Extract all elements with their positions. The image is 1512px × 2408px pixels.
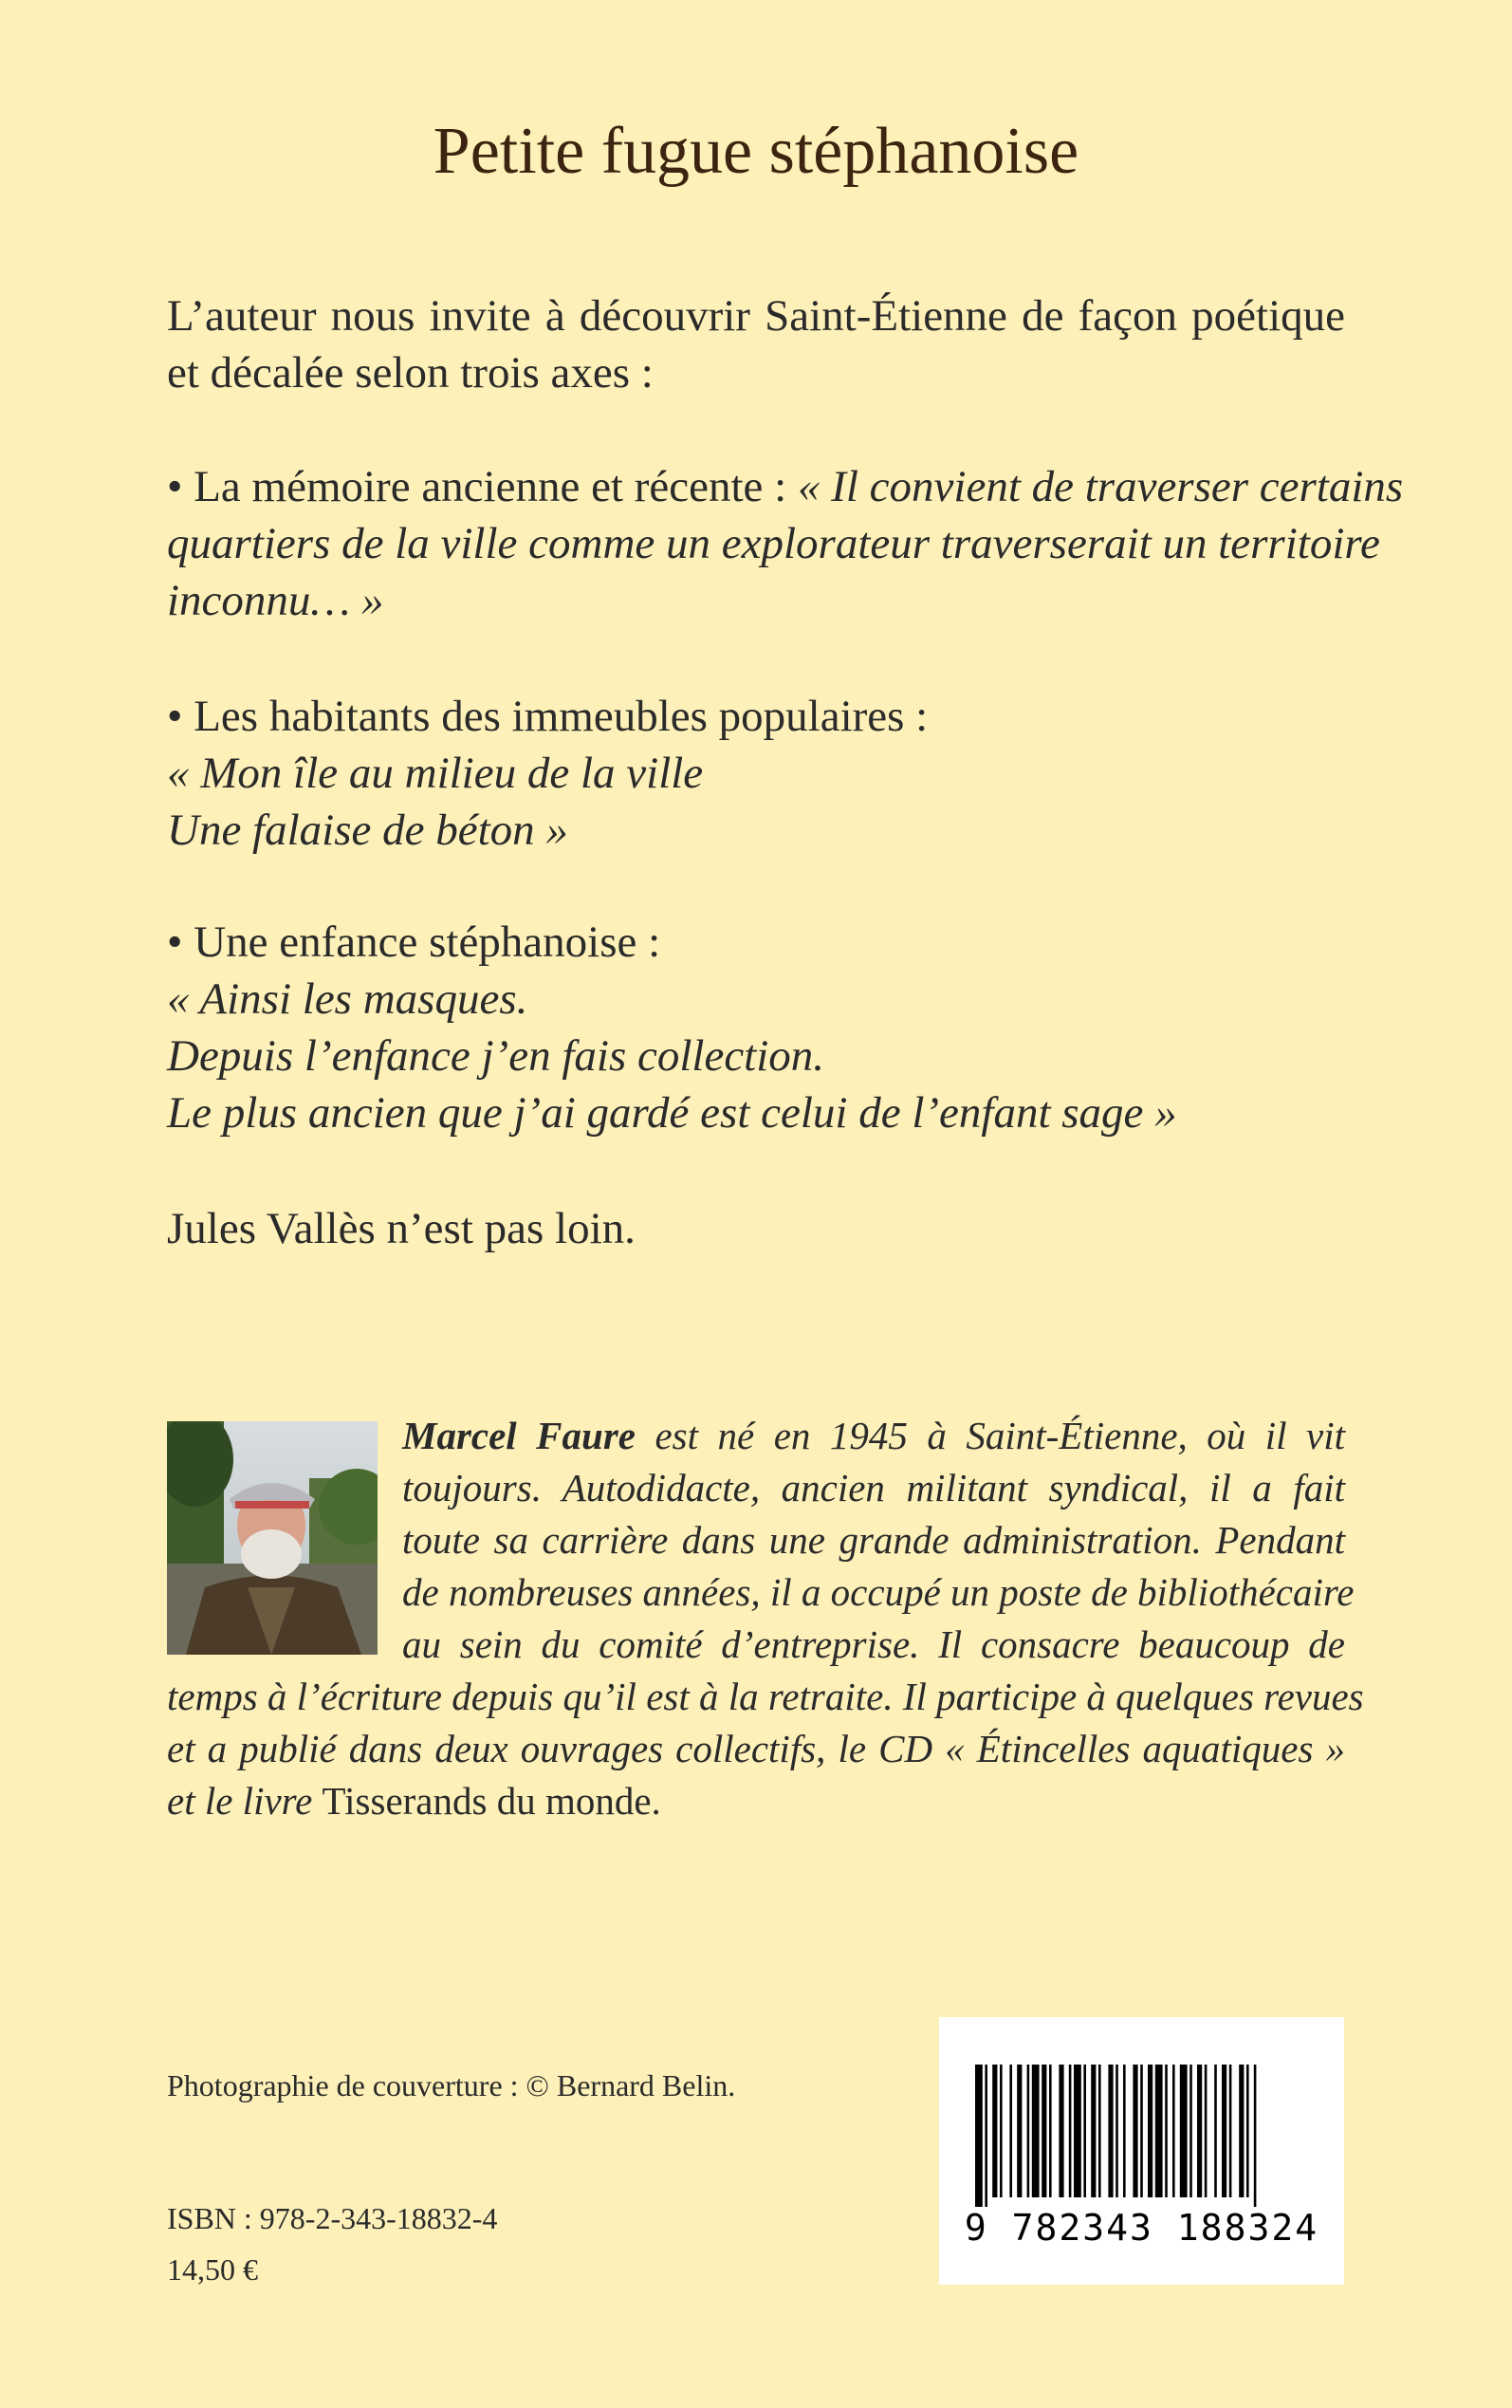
barcode-bar	[1123, 2065, 1126, 2197]
barcode-bar	[1254, 2065, 1257, 2207]
intro-paragraph	[167, 287, 1345, 401]
bio-line: toute sa carrière dans une grande administration. Pendant	[402, 1518, 1345, 1562]
bullet-quote: « Mon île au milieu de la ville	[167, 749, 704, 798]
barcode-bar	[992, 2065, 997, 2197]
bullet-lead: • Les habitants des immeubles populaires :	[167, 692, 929, 741]
author-name: Marcel Faure	[402, 1414, 636, 1457]
barcode-bar	[1009, 2065, 1012, 2197]
bio-line: toujours. Autodidacte, ancien militant syndical, il a fait	[402, 1466, 1345, 1510]
barcode-bar	[1032, 2065, 1040, 2197]
bullet-line	[167, 1028, 1345, 1084]
barcode-bar	[1165, 2065, 1168, 2197]
bullet-line	[167, 971, 1345, 1028]
bullet-quote: inconnu… »	[167, 576, 384, 625]
barcode-bar	[1214, 2065, 1217, 2197]
barcode-bar	[1083, 2065, 1086, 2197]
bullet-quote: Une falaise de béton »	[167, 806, 568, 855]
bullet-childhood	[167, 914, 1345, 1141]
barcode-bar	[1017, 2065, 1022, 2197]
barcode-bar	[1222, 2065, 1226, 2197]
isbn: ISBN : 978-2-343-18832-4	[167, 2201, 498, 2235]
bio-line	[167, 1410, 1345, 1462]
intro-line: et décalée selon trois axes :	[167, 348, 654, 398]
barcode-bar	[1069, 2065, 1072, 2197]
intro-line: L’auteur nous invite à découvrir Saint-Étienne de façon poétique	[167, 291, 1345, 341]
bullet-memory	[167, 458, 1404, 629]
barcode-bar	[1098, 2065, 1101, 2197]
bullet-lead: • La mémoire ancienne et récente :	[167, 462, 798, 511]
barcode-bar	[1180, 2065, 1188, 2197]
bio-line	[167, 1775, 1345, 1827]
bullet-line	[167, 802, 1345, 859]
barcode-bar	[1189, 2065, 1192, 2197]
bio-line: et a publié dans deux ouvrages collectifs, le CD « Étincelles aquatiques »	[167, 1727, 1345, 1770]
barcode-bar	[1148, 2065, 1152, 2197]
barcode-bar	[975, 2065, 983, 2207]
bullet-line	[167, 1084, 1345, 1141]
barcode-bar	[985, 2065, 987, 2207]
bullet-line	[167, 515, 1380, 572]
barcode-digits: 9 782343 188324	[964, 2207, 1319, 2249]
bullet-lead: • Une enfance stéphanoise :	[167, 917, 661, 967]
photo-credit: Photographie de couverture : © Bernard Belin.	[167, 2068, 736, 2102]
barcode-bar	[1108, 2065, 1113, 2197]
bullet-quote: « Ainsi les masques.	[167, 974, 528, 1024]
barcode-bar	[1155, 2065, 1163, 2197]
barcode-bar	[1059, 2065, 1063, 2197]
bullet-quote: « Il convient de traverser certains	[797, 462, 1404, 511]
bullet-inhabitants	[167, 688, 1345, 859]
barcode-bar	[1246, 2065, 1249, 2197]
barcode-bars	[939, 2017, 1344, 2207]
barcode-bar	[1049, 2065, 1052, 2197]
bullet-quote: quartiers de la ville comme un explorateur traverserait un territoire	[167, 519, 1380, 568]
book-reference: Tisserands du monde.	[322, 1779, 661, 1823]
barcode-bar	[1091, 2065, 1096, 2197]
barcode-bar	[1000, 2065, 1003, 2197]
closing-line: Jules Vallès n’est pas loin.	[167, 1204, 636, 1253]
barcode-bar	[1116, 2065, 1118, 2197]
bullet-line	[167, 572, 1345, 629]
bio-text: et le livre	[167, 1779, 323, 1823]
bio-text: est né en 1945 à Saint-Étienne, où il vit	[636, 1414, 1345, 1457]
barcode	[939, 2017, 1344, 2285]
barcode-bar	[1239, 2065, 1244, 2197]
barcode-bar	[1027, 2065, 1030, 2197]
price: 14,50 €	[167, 2252, 258, 2287]
barcode-bar	[1197, 2065, 1202, 2197]
bio-line: de nombreuses années, il a occupé un poste de bibliothécaire	[402, 1570, 1355, 1614]
barcode-bar	[1140, 2065, 1143, 2197]
barcode-bar	[1042, 2065, 1046, 2197]
bio-line: au sein du comité d’entreprise. Il consacre beaucoup de	[402, 1622, 1345, 1666]
bullet-quote: Le plus ancien que j’ai gardé est celui de l’enfant sage »	[167, 1088, 1177, 1138]
bio-line: temps à l’écriture depuis qu’il est à la retraite. Il participe à quelques revues	[167, 1675, 1364, 1718]
barcode-bar	[1205, 2065, 1208, 2197]
bullet-quote: Depuis l’enfance j’en fais collection.	[167, 1031, 825, 1081]
bullet-line	[167, 745, 1345, 802]
book-title: Petite fugue stéphanoise	[433, 115, 1079, 188]
author-bio	[167, 1410, 1364, 1827]
barcode-bar	[1133, 2065, 1137, 2197]
barcode-bar	[1074, 2065, 1081, 2197]
barcode-bar	[1229, 2065, 1232, 2197]
bullet-line	[167, 458, 1404, 515]
barcode-bar	[1172, 2065, 1175, 2197]
